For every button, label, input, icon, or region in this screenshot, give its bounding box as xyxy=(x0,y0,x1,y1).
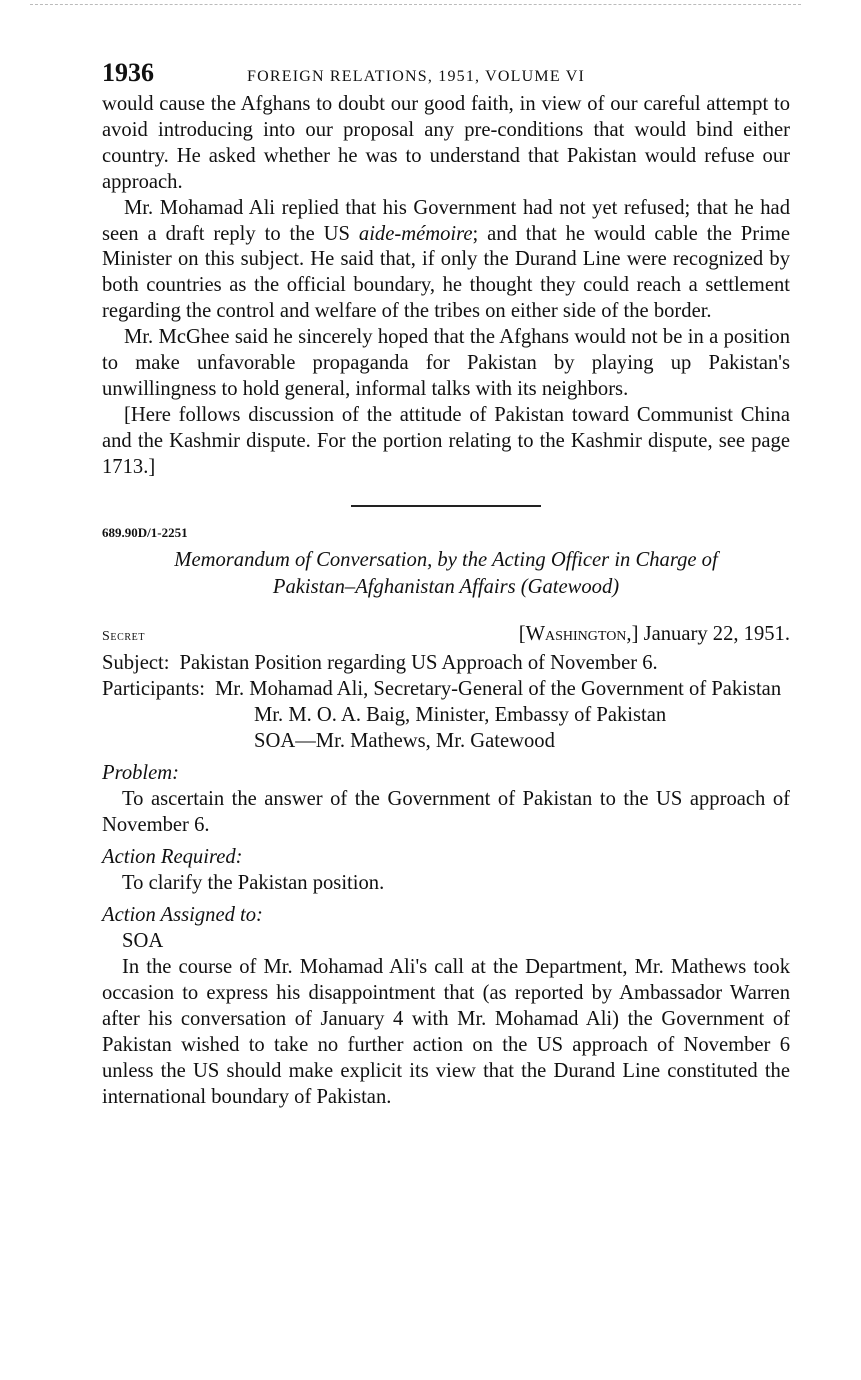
problem-heading: Problem: xyxy=(102,761,180,784)
participants-label: Participants: xyxy=(102,677,205,700)
paragraph-continuation: would cause the Afghans to doubt our good faith, in view of our careful attempt to avoid introducing into our proposal any pre-conditions that would bind either country. He asked whether he was to understand that Pakistan would refuse our approach. xyxy=(102,93,790,193)
document-page xyxy=(102,58,790,1110)
participant-item: SOA—Mr. Mathews, Mr. Gatewood xyxy=(254,729,555,752)
memo-title-line-1: Memorandum of Conversation, by the Acting Officer in Charge of xyxy=(174,548,718,571)
paragraph-text: Mr. Mohamad Ali replied that his Government had not yet refused; that he had seen a draft reply to the US xyxy=(102,196,790,245)
page-header xyxy=(102,58,790,92)
dateline-date: January 22, 1951. xyxy=(643,622,790,645)
memo-title xyxy=(102,547,790,601)
paragraph-editorial-note: [Here follows discussion of the attitude of Pakistan toward Communist China and the Kashmir dispute. For the portion relating to the Kashmir dispute, see page 1713.] xyxy=(102,403,790,478)
action-assigned-text: SOA xyxy=(122,929,164,952)
subject-label: Subject: xyxy=(102,651,170,674)
classification-label: Secret xyxy=(102,628,146,644)
memo-body-paragraph: In the course of Mr. Mohamad Ali's call at the Department, Mr. Mathews took occasion to express his disappointment that (as reported by Ambassador Warren after his conversation of January 4 with Mr. Mohamad Ali) the Government of Pakistan wished to take no further action on the US approach of November 6 unless the US should make explicit its view that the Durand Line constituted the international boundary of Pakistan. xyxy=(102,955,790,1108)
classification-row xyxy=(102,621,790,650)
action-required-heading: Action Required: xyxy=(102,845,243,868)
page-number: 1936 xyxy=(102,58,154,87)
document-number: 689.90D/1-2251 xyxy=(102,524,188,540)
section-divider xyxy=(351,505,541,507)
subject-value: Pakistan Position regarding US Approach of November 6. xyxy=(179,651,658,674)
paragraph-text: ; and that he would cable the Prime Minister on this subject. He said that, if only the Durand Line were recognized by both countries as the official boundary, he thought they could reach a settlement regarding the control and welfare of the tribes on either side of the border. xyxy=(102,222,791,323)
paragraph-mcghee: Mr. McGhee said he sincerely hoped that the Afghans would not be in a position to make unfavorable propaganda for Pakistan by playing up Pakistan's unwillingness to hold general, informal talks with its neighbors. xyxy=(102,326,790,400)
running-head: FOREIGN RELATIONS, 1951, VOLUME VI xyxy=(247,68,585,85)
participant-item: Mr. Mohamad Ali, Secretary-General of the Government of Pakistan xyxy=(214,677,782,700)
participant-item: Mr. M. O. A. Baig, Minister, Embassy of Pakistan xyxy=(254,703,667,726)
dateline: [Washington,] January 22, 1951. xyxy=(518,622,790,645)
paragraph-mohamad-ali-reply xyxy=(102,196,790,326)
memo-title-line-2: Pakistan–Afghanistan Affairs (Gatewood) xyxy=(272,575,620,598)
action-required-text: To clarify the Pakistan position. xyxy=(122,871,385,894)
participants-row xyxy=(102,676,790,702)
top-edge-rule xyxy=(30,4,801,5)
subject-row xyxy=(102,650,790,676)
dateline-place: Washington, xyxy=(525,622,632,645)
aide-memoire-term: aide-mémoire xyxy=(358,222,473,245)
problem-text: To ascertain the answer of the Government of Pakistan to the US approach of November 6. xyxy=(102,787,790,836)
action-assigned-heading: Action Assigned to: xyxy=(102,903,263,926)
